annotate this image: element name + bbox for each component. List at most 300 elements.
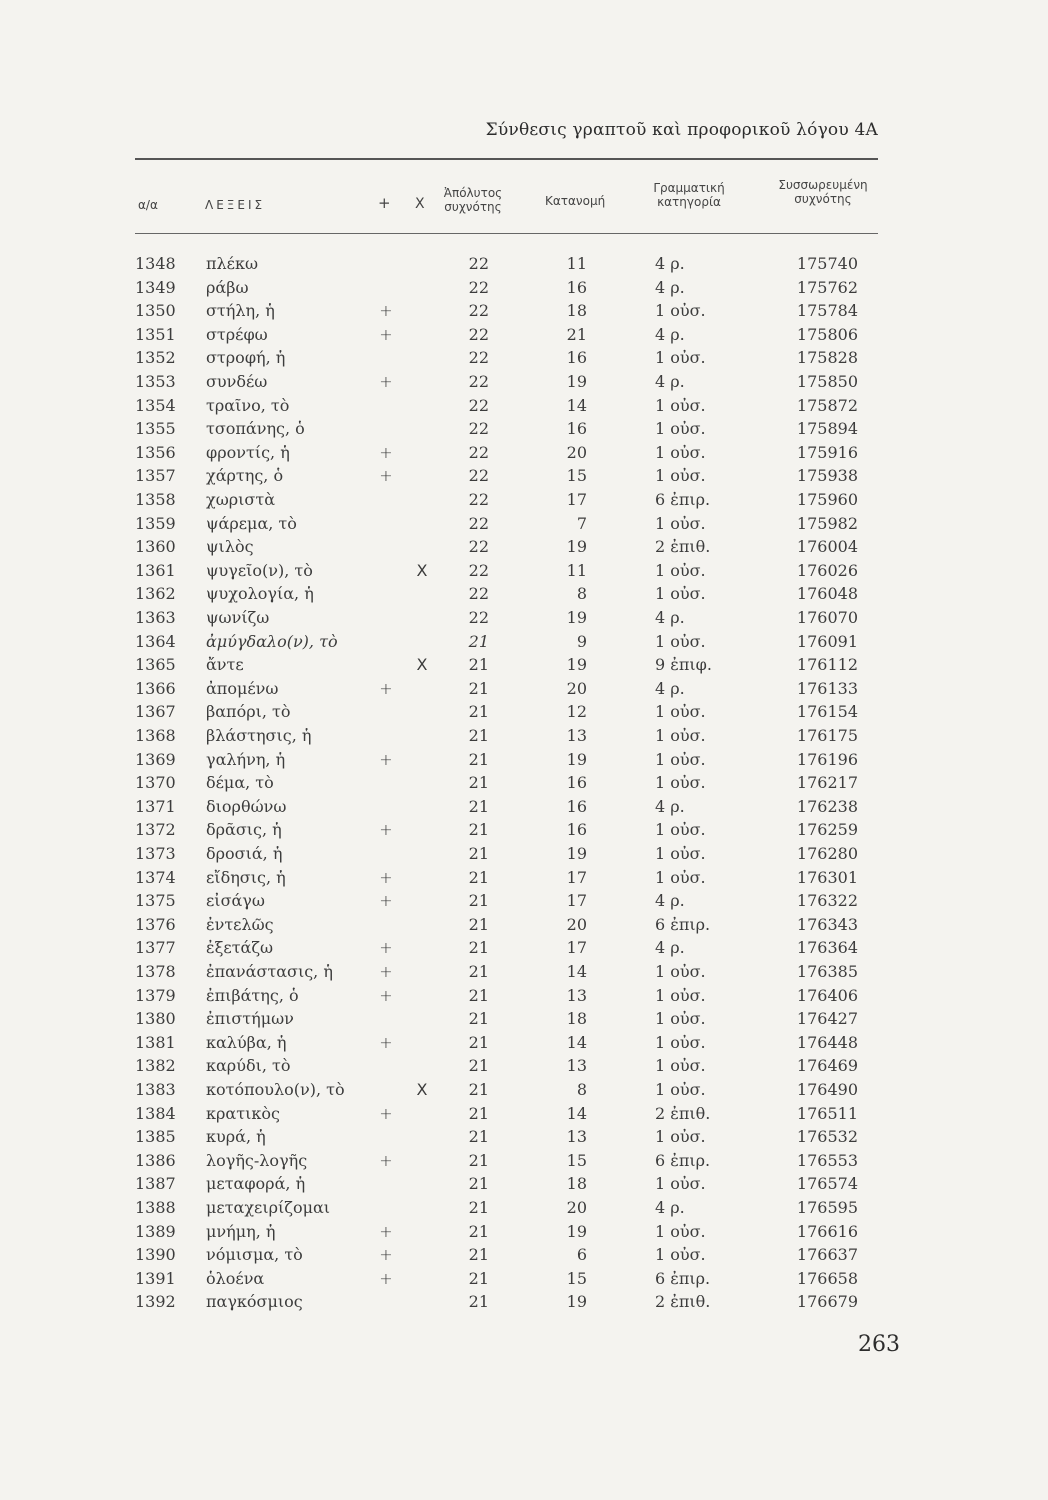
row-grammar-category: 1 οὐσ. (655, 348, 706, 368)
row-abs-frequency: 21 (468, 985, 489, 1005)
header-rule (135, 233, 878, 234)
row-grammar-category: 1 οὐσ. (655, 1080, 706, 1099)
row-distribution: 19 (566, 1221, 587, 1241)
row-distribution: 17 (566, 490, 587, 509)
row-abs-frequency: 21 (468, 655, 489, 675)
row-index: 1388 (135, 1198, 176, 1217)
row-grammar-category: 1 οὐσ. (655, 1032, 706, 1052)
col-head-abs-freq-line2: συχνότης (444, 200, 502, 214)
row-word: γαλήνη, ἡ (206, 749, 286, 769)
row-word: ψυγεῖο(ν), τὸ (206, 560, 313, 580)
row-distribution: 19 (566, 537, 587, 557)
row-index: 1392 (135, 1292, 176, 1312)
row-cumulative-frequency: 175916 (796, 442, 858, 462)
row-cumulative-frequency: 176196 (796, 749, 858, 769)
row-grammar-category: 4 ρ. (655, 796, 685, 816)
row-plus-mark: + (379, 1032, 393, 1052)
row-index: 1374 (135, 867, 176, 887)
row-grammar-category: 1 οὐσ. (655, 466, 706, 486)
row-word: βλάστησις, ἡ (206, 726, 312, 745)
row-index: 1389 (135, 1221, 176, 1241)
row-distribution: 20 (566, 914, 587, 934)
row-abs-frequency: 22 (468, 324, 489, 344)
row-grammar-category: 1 οὐσ. (655, 513, 706, 533)
row-plus-mark: + (379, 867, 393, 887)
page-header-title: Σύνθεσις γραπτοῦ καὶ προφορικοῦ λόγου 4Α (485, 120, 878, 140)
row-distribution: 15 (566, 1150, 587, 1170)
row-abs-frequency: 21 (468, 1268, 489, 1288)
row-index: 1351 (135, 324, 176, 344)
row-distribution: 21 (566, 324, 587, 344)
row-abs-frequency: 22 (468, 560, 489, 580)
table-row (0, 1243, 1048, 1267)
row-abs-frequency: 21 (468, 1127, 489, 1147)
table-row (0, 771, 1048, 795)
row-plus-mark: + (379, 678, 393, 698)
row-cumulative-frequency: 176574 (796, 1174, 858, 1194)
table-row (0, 630, 1048, 654)
row-index: 1386 (135, 1150, 176, 1170)
row-word: ἀμύγδαλο(ν), τὸ (206, 631, 338, 651)
row-grammar-category: 1 οὐσ. (655, 962, 706, 981)
col-head-distribution: Κατανομή (545, 194, 606, 208)
row-abs-frequency: 21 (468, 678, 489, 698)
row-grammar-category: 1 οὐσ. (655, 726, 706, 745)
table-row (0, 441, 1048, 465)
row-plus-mark: + (379, 1103, 393, 1123)
row-abs-frequency: 21 (468, 1221, 489, 1241)
row-distribution: 19 (566, 749, 587, 769)
row-grammar-category: 4 ρ. (655, 938, 685, 958)
row-abs-frequency: 22 (468, 466, 489, 486)
table-row (0, 464, 1048, 488)
row-plus-mark: + (379, 1221, 393, 1241)
table-row (0, 1007, 1048, 1031)
row-index: 1356 (135, 442, 176, 462)
row-abs-frequency: 22 (468, 442, 489, 462)
row-cumulative-frequency: 175740 (796, 254, 858, 273)
row-cumulative-frequency: 176490 (796, 1080, 858, 1099)
table-row (0, 1172, 1048, 1196)
row-grammar-category: 1 οὐσ. (655, 1174, 706, 1194)
row-word: στροφή, ἡ (206, 348, 286, 368)
table-row (0, 299, 1048, 323)
row-index: 1357 (135, 466, 176, 486)
row-index: 1366 (135, 678, 176, 698)
row-plus-mark: + (379, 324, 393, 344)
row-grammar-category: 4 ρ. (655, 324, 685, 344)
table-row (0, 1078, 1048, 1102)
table-row (0, 1149, 1048, 1173)
row-cumulative-frequency: 176658 (796, 1268, 858, 1288)
row-grammar-category: 4 ρ. (655, 608, 685, 627)
table-row (0, 512, 1048, 536)
row-cumulative-frequency: 175784 (796, 301, 858, 321)
row-word: τραῖνο, τὸ (206, 395, 290, 415)
row-abs-frequency: 21 (468, 773, 489, 793)
table-row (0, 276, 1048, 300)
row-cumulative-frequency: 176553 (796, 1150, 858, 1170)
table-row (0, 488, 1048, 512)
row-index: 1354 (135, 395, 176, 415)
row-grammar-category: 1 οὐσ. (655, 301, 706, 321)
row-abs-frequency: 21 (468, 796, 489, 816)
row-grammar-category: 6 ἐπιρ. (655, 914, 711, 934)
row-distribution: 12 (566, 702, 587, 722)
row-index: 1373 (135, 844, 176, 863)
row-abs-frequency: 21 (468, 1080, 489, 1099)
row-abs-frequency: 22 (468, 419, 489, 439)
row-index: 1355 (135, 419, 176, 439)
row-cumulative-frequency: 176469 (796, 1056, 858, 1076)
row-grammar-category: 1 οὐσ. (655, 702, 706, 722)
row-abs-frequency: 22 (468, 348, 489, 368)
row-distribution: 11 (566, 254, 587, 273)
col-head-gram-line2: κατηγορία (657, 195, 721, 209)
row-distribution: 13 (566, 1056, 587, 1076)
row-word: ἄντε (206, 655, 244, 675)
row-word: ἐξετάζω (206, 938, 274, 958)
row-abs-frequency: 21 (468, 1032, 489, 1052)
row-abs-frequency: 21 (468, 938, 489, 958)
row-abs-frequency: 21 (468, 1292, 489, 1312)
col-head-x: Χ (415, 196, 425, 212)
row-index: 1369 (135, 749, 176, 769)
row-grammar-category: 1 οὐσ. (655, 395, 706, 415)
row-abs-frequency: 21 (468, 726, 489, 745)
row-distribution: 16 (566, 796, 587, 816)
row-grammar-category: 6 ἐπιρ. (655, 1150, 711, 1170)
row-abs-frequency: 21 (468, 844, 489, 863)
row-index: 1348 (135, 254, 176, 273)
col-head-gram-line1: Γραμματική (653, 181, 725, 195)
row-abs-frequency: 21 (468, 1245, 489, 1265)
row-grammar-category: 4 ρ. (655, 1198, 685, 1217)
row-index: 1370 (135, 773, 176, 793)
row-cumulative-frequency: 176004 (796, 537, 858, 557)
row-abs-frequency: 22 (468, 277, 489, 297)
row-index: 1377 (135, 938, 176, 958)
row-distribution: 18 (566, 301, 587, 321)
row-word: βαπόρι, τὸ (206, 702, 291, 722)
row-word: ψυχολογία, ἡ (206, 584, 314, 604)
row-abs-frequency: 21 (468, 1056, 489, 1076)
row-index: 1362 (135, 584, 176, 604)
row-distribution: 14 (566, 1032, 587, 1052)
table-row (0, 1031, 1048, 1055)
table-row (0, 653, 1048, 677)
row-distribution: 19 (566, 372, 587, 391)
row-grammar-category: 2 ἐπιθ. (655, 1292, 711, 1312)
row-distribution: 18 (566, 1009, 587, 1029)
row-cumulative-frequency: 176301 (796, 867, 858, 887)
row-index: 1378 (135, 962, 176, 981)
row-cumulative-frequency: 176637 (796, 1245, 858, 1265)
row-word: χάρτης, ὁ (206, 466, 284, 486)
row-grammar-category: 1 οὐσ. (655, 1127, 706, 1147)
row-distribution: 13 (566, 985, 587, 1005)
row-cumulative-frequency: 175894 (796, 419, 858, 439)
row-grammar-category: 4 ρ. (655, 277, 685, 297)
row-cumulative-frequency: 176364 (796, 938, 858, 958)
row-word: μεταχειρίζομαι (206, 1198, 331, 1217)
row-cumulative-frequency: 176217 (796, 773, 858, 793)
table-row (0, 818, 1048, 842)
row-distribution: 14 (566, 1103, 587, 1123)
row-cumulative-frequency: 175982 (796, 513, 858, 533)
row-word: ἐπανάστασις, ἡ (206, 962, 333, 981)
row-cumulative-frequency: 176385 (796, 962, 858, 981)
table-row (0, 252, 1048, 276)
row-distribution: 17 (566, 891, 587, 911)
row-index: 1387 (135, 1174, 176, 1194)
row-word: παγκόσμιος (206, 1292, 303, 1312)
row-word: συνδέω (206, 372, 268, 391)
table-row (0, 559, 1048, 583)
row-distribution: 16 (566, 820, 587, 840)
row-index: 1367 (135, 702, 176, 722)
table-row (0, 724, 1048, 748)
row-word: ἐπιβάτης, ὁ (206, 985, 299, 1005)
row-word: δέμα, τὸ (206, 773, 274, 793)
row-abs-frequency: 21 (468, 1174, 489, 1194)
row-x-mark: Χ (416, 655, 428, 675)
table-row (0, 1196, 1048, 1220)
table-row (0, 866, 1048, 890)
row-abs-frequency: 21 (468, 914, 489, 934)
row-cumulative-frequency: 175872 (796, 395, 858, 415)
table-row (0, 417, 1048, 441)
row-grammar-category: 1 οὐσ. (655, 844, 706, 863)
table-row (0, 1125, 1048, 1149)
table-row (0, 1102, 1048, 1126)
row-word: μεταφορά, ἡ (206, 1174, 306, 1194)
row-index: 1368 (135, 726, 176, 745)
row-cumulative-frequency: 176616 (796, 1221, 858, 1241)
table-row (0, 1267, 1048, 1291)
table-row (0, 795, 1048, 819)
row-distribution: 20 (566, 678, 587, 698)
row-plus-mark: + (379, 749, 393, 769)
row-cumulative-frequency: 176112 (796, 655, 858, 675)
table-row (0, 606, 1048, 630)
row-index: 1385 (135, 1127, 176, 1147)
row-cumulative-frequency: 176238 (796, 796, 858, 816)
col-head-words: ΛΕΞΕΙΣ (205, 198, 266, 212)
row-index: 1349 (135, 277, 176, 297)
row-grammar-category: 2 ἐπιθ. (655, 537, 711, 557)
row-grammar-category: 1 οὐσ. (655, 1245, 706, 1265)
row-distribution: 17 (566, 938, 587, 958)
row-cumulative-frequency: 176070 (796, 608, 858, 627)
row-cumulative-frequency: 175762 (796, 277, 858, 297)
row-word: ἐπιστήμων (206, 1009, 294, 1029)
row-word: στρέφω (206, 324, 268, 344)
row-plus-mark: + (379, 891, 393, 911)
table-row (0, 842, 1048, 866)
row-abs-frequency: 21 (468, 631, 489, 651)
row-distribution: 19 (566, 844, 587, 863)
row-abs-frequency: 22 (468, 490, 489, 509)
col-head-plus: + (378, 194, 391, 212)
row-word: καλύβα, ἡ (206, 1032, 287, 1052)
row-x-mark: Χ (416, 1080, 428, 1099)
row-grammar-category: 1 οὐσ. (655, 749, 706, 769)
row-index: 1358 (135, 490, 176, 509)
row-word: κρατικὸς (206, 1103, 280, 1123)
table-row (0, 370, 1048, 394)
row-distribution: 8 (576, 1080, 587, 1099)
row-x-mark: Χ (416, 560, 428, 580)
table-row (0, 323, 1048, 347)
row-cumulative-frequency: 176280 (796, 844, 858, 863)
row-word: καρύδι, τὸ (206, 1056, 291, 1076)
row-distribution: 14 (566, 395, 587, 415)
col-head-index: α/α (138, 198, 158, 212)
row-cumulative-frequency: 176091 (796, 631, 858, 651)
row-word: τσοπάνης, ὁ (206, 419, 305, 439)
row-grammar-category: 1 οὐσ. (655, 867, 706, 887)
col-head-abs-freq-line1: Ἀπόλυτος (443, 186, 503, 200)
row-grammar-category: 6 ἐπιρ. (655, 490, 711, 509)
row-word: πλέκω (206, 254, 258, 273)
col-head-cum (768, 178, 878, 206)
row-word: κυρά, ἡ (206, 1127, 266, 1147)
row-index: 1376 (135, 914, 176, 934)
row-word: εἰσάγω (206, 891, 265, 911)
row-cumulative-frequency: 176048 (796, 584, 858, 604)
row-word: δροσιά, ἡ (206, 844, 283, 863)
row-cumulative-frequency: 176406 (796, 985, 858, 1005)
row-index: 1372 (135, 820, 176, 840)
table-row (0, 960, 1048, 984)
row-grammar-category: 1 οὐσ. (655, 1221, 706, 1241)
row-plus-mark: + (379, 938, 393, 958)
row-cumulative-frequency: 176511 (796, 1103, 858, 1123)
row-grammar-category: 6 ἐπιρ. (655, 1268, 711, 1288)
row-plus-mark: + (379, 1150, 393, 1170)
row-distribution: 13 (566, 1127, 587, 1147)
row-distribution: 20 (566, 442, 587, 462)
row-index: 1379 (135, 985, 176, 1005)
table-row (0, 394, 1048, 418)
row-abs-frequency: 21 (468, 1198, 489, 1217)
row-grammar-category: 1 οὐσ. (655, 419, 706, 439)
table-row (0, 1290, 1048, 1314)
row-index: 1384 (135, 1103, 176, 1123)
row-cumulative-frequency: 176679 (796, 1292, 858, 1312)
table-row (0, 984, 1048, 1008)
row-grammar-category: 1 οὐσ. (655, 631, 706, 651)
row-word: φροντίς, ἡ (206, 442, 290, 462)
row-grammar-category: 4 ρ. (655, 254, 685, 273)
row-word: στήλη, ἡ (206, 301, 275, 321)
row-grammar-category: 4 ρ. (655, 891, 685, 911)
row-cumulative-frequency: 176175 (796, 726, 858, 745)
row-word: ὁλοένα (206, 1268, 265, 1288)
row-cumulative-frequency: 176343 (796, 914, 858, 934)
row-index: 1380 (135, 1009, 176, 1029)
table-row (0, 889, 1048, 913)
table-row (0, 346, 1048, 370)
row-cumulative-frequency: 175938 (796, 466, 858, 486)
row-index: 1391 (135, 1268, 176, 1288)
row-index: 1360 (135, 537, 176, 557)
row-grammar-category: 1 οὐσ. (655, 773, 706, 793)
row-word: ψάρεμα, τὸ (206, 513, 297, 533)
row-distribution: 20 (566, 1198, 587, 1217)
row-plus-mark: + (379, 820, 393, 840)
row-plus-mark: + (379, 466, 393, 486)
row-abs-frequency: 22 (468, 395, 489, 415)
row-index: 1383 (135, 1080, 176, 1099)
row-distribution: 8 (576, 584, 587, 604)
row-abs-frequency: 21 (468, 867, 489, 887)
row-index: 1350 (135, 301, 176, 321)
row-abs-frequency: 21 (468, 891, 489, 911)
row-grammar-category: 1 οὐσ. (655, 1009, 706, 1029)
row-abs-frequency: 22 (468, 254, 489, 273)
page-number: 263 (858, 1332, 900, 1357)
row-abs-frequency: 22 (468, 301, 489, 321)
row-abs-frequency: 21 (468, 749, 489, 769)
row-grammar-category: 1 οὐσ. (655, 1056, 706, 1076)
row-word: ράβω (206, 277, 249, 297)
row-distribution: 16 (566, 419, 587, 439)
row-word: δρᾶσις, ἡ (206, 820, 282, 840)
row-word: λογῆς-λογῆς (206, 1150, 308, 1170)
top-rule (135, 158, 878, 160)
row-distribution: 18 (566, 1174, 587, 1194)
row-grammar-category: 9 ἐπιφ. (655, 655, 712, 675)
table-row (0, 748, 1048, 772)
row-word: ἀπομένω (206, 678, 279, 698)
row-word: μνήμη, ἡ (206, 1221, 276, 1241)
row-cumulative-frequency: 175806 (796, 324, 858, 344)
table-row (0, 700, 1048, 724)
table-row (0, 936, 1048, 960)
row-cumulative-frequency: 176427 (796, 1009, 858, 1029)
row-distribution: 6 (576, 1245, 587, 1265)
table-row (0, 913, 1048, 937)
row-distribution: 7 (576, 513, 587, 533)
row-index: 1352 (135, 348, 176, 368)
row-distribution: 19 (566, 608, 587, 627)
row-cumulative-frequency: 176448 (796, 1032, 858, 1052)
row-distribution: 19 (566, 1292, 587, 1312)
col-head-gram (644, 181, 734, 209)
row-abs-frequency: 22 (468, 513, 489, 533)
row-distribution: 11 (566, 560, 587, 580)
row-plus-mark: + (379, 962, 393, 981)
row-distribution: 16 (566, 348, 587, 368)
row-grammar-category: 1 οὐσ. (655, 442, 706, 462)
row-distribution: 17 (566, 867, 587, 887)
row-index: 1364 (135, 631, 176, 651)
row-word: διορθώνω (206, 796, 287, 816)
row-plus-mark: + (379, 301, 393, 321)
row-abs-frequency: 22 (468, 537, 489, 557)
row-word: ἐντελῶς (206, 914, 274, 934)
row-index: 1382 (135, 1056, 176, 1076)
row-distribution: 16 (566, 277, 587, 297)
row-index: 1359 (135, 513, 176, 533)
col-head-abs-freq (438, 186, 508, 214)
row-grammar-category: 1 οὐσ. (655, 584, 706, 604)
row-distribution: 9 (576, 631, 587, 651)
row-index: 1363 (135, 608, 176, 627)
row-abs-frequency: 22 (468, 584, 489, 604)
